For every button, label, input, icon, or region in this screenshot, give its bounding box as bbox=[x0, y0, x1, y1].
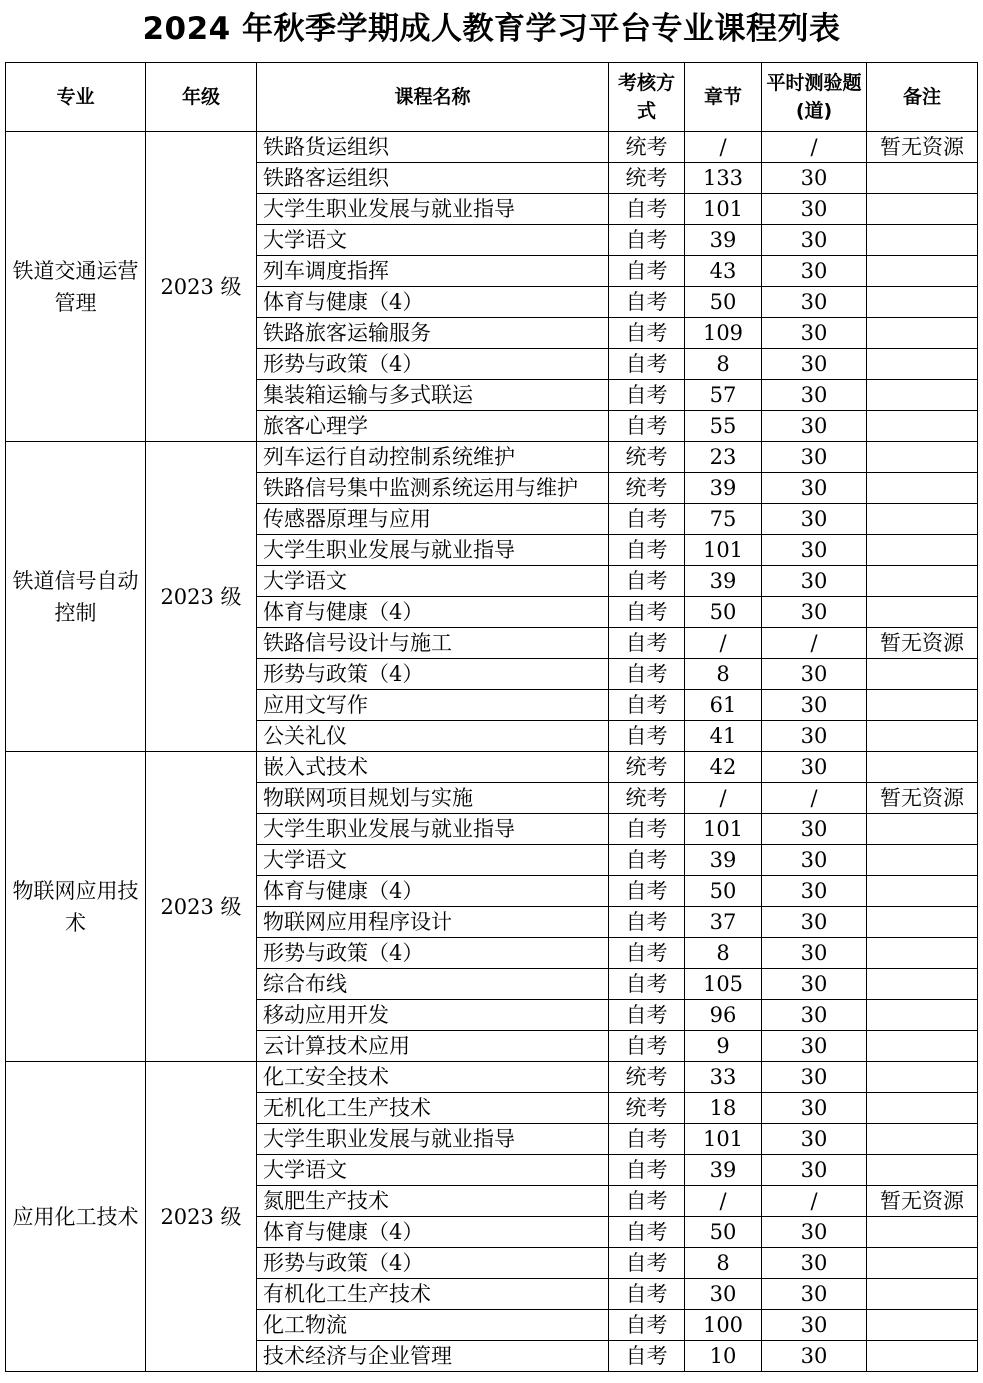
course-name-cell: 铁路信号设计与施工 bbox=[257, 628, 609, 659]
note-cell: 暂无资源 bbox=[867, 783, 978, 814]
note-cell bbox=[867, 1310, 978, 1341]
exam-type-cell: 自考 bbox=[609, 1155, 685, 1186]
chapters-cell: 8 bbox=[685, 1248, 762, 1279]
quiz-count-cell: 30 bbox=[762, 194, 867, 225]
course-name-cell: 大学生职业发展与就业指导 bbox=[257, 1124, 609, 1155]
course-name-cell: 形势与政策（4） bbox=[257, 349, 609, 380]
chapters-cell: 57 bbox=[685, 380, 762, 411]
chapters-cell: 39 bbox=[685, 1155, 762, 1186]
note-cell bbox=[867, 225, 978, 256]
course-name-cell: 大学生职业发展与就业指导 bbox=[257, 194, 609, 225]
note-cell bbox=[867, 442, 978, 473]
note-cell bbox=[867, 1341, 978, 1372]
quiz-count-cell: / bbox=[762, 132, 867, 163]
quiz-count-cell: 30 bbox=[762, 504, 867, 535]
course-name-cell: 体育与健康（4） bbox=[257, 287, 609, 318]
chapters-cell: 50 bbox=[685, 287, 762, 318]
quiz-count-cell: 30 bbox=[762, 349, 867, 380]
note-cell: 暂无资源 bbox=[867, 1186, 978, 1217]
course-name-cell: 移动应用开发 bbox=[257, 1000, 609, 1031]
course-name-cell: 铁路客运组织 bbox=[257, 163, 609, 194]
quiz-count-cell: 30 bbox=[762, 256, 867, 287]
exam-type-cell: 自考 bbox=[609, 721, 685, 752]
chapters-cell: 50 bbox=[685, 1217, 762, 1248]
exam-type-cell: 统考 bbox=[609, 1062, 685, 1093]
course-name-cell: 集装箱运输与多式联运 bbox=[257, 380, 609, 411]
note-cell bbox=[867, 969, 978, 1000]
chapters-cell: / bbox=[685, 1186, 762, 1217]
quiz-count-cell: 30 bbox=[762, 1062, 867, 1093]
chapters-cell: 42 bbox=[685, 752, 762, 783]
major-cell: 铁道交通运营管理 bbox=[6, 132, 146, 442]
chapters-cell: / bbox=[685, 132, 762, 163]
table-body bbox=[6, 132, 978, 1372]
note-cell bbox=[867, 845, 978, 876]
note-cell bbox=[867, 1217, 978, 1248]
exam-type-cell: 自考 bbox=[609, 876, 685, 907]
quiz-count-cell: / bbox=[762, 628, 867, 659]
chapters-cell: 96 bbox=[685, 1000, 762, 1031]
header-quiz: 平时测验题(道) bbox=[762, 63, 867, 132]
chapters-cell: 8 bbox=[685, 938, 762, 969]
course-name-cell: 体育与健康（4） bbox=[257, 876, 609, 907]
major-cell: 物联网应用技术 bbox=[6, 752, 146, 1062]
exam-type-cell: 自考 bbox=[609, 907, 685, 938]
quiz-count-cell: / bbox=[762, 783, 867, 814]
chapters-cell: 101 bbox=[685, 194, 762, 225]
course-name-cell: 形势与政策（4） bbox=[257, 1248, 609, 1279]
exam-type-cell: 自考 bbox=[609, 287, 685, 318]
exam-type-cell: 自考 bbox=[609, 690, 685, 721]
quiz-count-cell: 30 bbox=[762, 535, 867, 566]
course-name-cell: 体育与健康（4） bbox=[257, 1217, 609, 1248]
exam-type-cell: 自考 bbox=[609, 1186, 685, 1217]
course-name-cell: 物联网应用程序设计 bbox=[257, 907, 609, 938]
table-row bbox=[6, 1062, 978, 1093]
chapters-cell: 75 bbox=[685, 504, 762, 535]
chapters-cell: 23 bbox=[685, 442, 762, 473]
grade-cell: 2023 级 bbox=[146, 1062, 257, 1372]
note-cell bbox=[867, 1062, 978, 1093]
exam-type-cell: 自考 bbox=[609, 1341, 685, 1372]
note-cell bbox=[867, 473, 978, 504]
header-note: 备注 bbox=[867, 63, 978, 132]
chapters-cell: 50 bbox=[685, 597, 762, 628]
quiz-count-cell: 30 bbox=[762, 597, 867, 628]
header-major: 专业 bbox=[6, 63, 146, 132]
header-grade: 年级 bbox=[146, 63, 257, 132]
quiz-count-cell: 30 bbox=[762, 845, 867, 876]
quiz-count-cell: 30 bbox=[762, 566, 867, 597]
chapters-cell: 105 bbox=[685, 969, 762, 1000]
course-name-cell: 形势与政策（4） bbox=[257, 659, 609, 690]
note-cell bbox=[867, 349, 978, 380]
exam-type-cell: 统考 bbox=[609, 752, 685, 783]
quiz-count-cell: 30 bbox=[762, 907, 867, 938]
note-cell bbox=[867, 411, 978, 442]
chapters-cell: 133 bbox=[685, 163, 762, 194]
quiz-count-cell: 30 bbox=[762, 938, 867, 969]
course-name-cell: 大学生职业发展与就业指导 bbox=[257, 814, 609, 845]
exam-type-cell: 自考 bbox=[609, 1248, 685, 1279]
exam-type-cell: 自考 bbox=[609, 1124, 685, 1155]
note-cell: 暂无资源 bbox=[867, 628, 978, 659]
course-name-cell: 技术经济与企业管理 bbox=[257, 1341, 609, 1372]
chapters-cell: 109 bbox=[685, 318, 762, 349]
quiz-count-cell: 30 bbox=[762, 1155, 867, 1186]
chapters-cell: 8 bbox=[685, 659, 762, 690]
exam-type-cell: 自考 bbox=[609, 411, 685, 442]
chapters-cell: 18 bbox=[685, 1093, 762, 1124]
quiz-count-cell: 30 bbox=[762, 380, 867, 411]
course-name-cell: 应用文写作 bbox=[257, 690, 609, 721]
exam-type-cell: 自考 bbox=[609, 504, 685, 535]
quiz-count-cell: 30 bbox=[762, 1093, 867, 1124]
exam-type-cell: 自考 bbox=[609, 1031, 685, 1062]
quiz-count-cell: 30 bbox=[762, 969, 867, 1000]
exam-type-cell: 自考 bbox=[609, 256, 685, 287]
major-cell: 应用化工技术 bbox=[6, 1062, 146, 1372]
quiz-count-cell: 30 bbox=[762, 473, 867, 504]
chapters-cell: 33 bbox=[685, 1062, 762, 1093]
exam-type-cell: 自考 bbox=[609, 380, 685, 411]
note-cell bbox=[867, 566, 978, 597]
course-name-cell: 列车运行自动控制系统维护 bbox=[257, 442, 609, 473]
note-cell bbox=[867, 597, 978, 628]
note-cell bbox=[867, 1031, 978, 1062]
course-name-cell: 大学语文 bbox=[257, 1155, 609, 1186]
quiz-count-cell: 30 bbox=[762, 876, 867, 907]
chapters-cell: / bbox=[685, 628, 762, 659]
course-name-cell: 铁路货运组织 bbox=[257, 132, 609, 163]
chapters-cell: 39 bbox=[685, 566, 762, 597]
grade-cell: 2023 级 bbox=[146, 132, 257, 442]
note-cell bbox=[867, 938, 978, 969]
course-name-cell: 物联网项目规划与实施 bbox=[257, 783, 609, 814]
quiz-count-cell: 30 bbox=[762, 1217, 867, 1248]
quiz-count-cell: / bbox=[762, 1186, 867, 1217]
chapters-cell: 10 bbox=[685, 1341, 762, 1372]
quiz-count-cell: 30 bbox=[762, 1341, 867, 1372]
course-name-cell: 有机化工生产技术 bbox=[257, 1279, 609, 1310]
chapters-cell: 100 bbox=[685, 1310, 762, 1341]
chapters-cell: 39 bbox=[685, 845, 762, 876]
note-cell bbox=[867, 1279, 978, 1310]
exam-type-cell: 自考 bbox=[609, 845, 685, 876]
note-cell: 暂无资源 bbox=[867, 132, 978, 163]
course-name-cell: 旅客心理学 bbox=[257, 411, 609, 442]
exam-type-cell: 自考 bbox=[609, 194, 685, 225]
quiz-count-cell: 30 bbox=[762, 1310, 867, 1341]
quiz-count-cell: 30 bbox=[762, 690, 867, 721]
chapters-cell: 55 bbox=[685, 411, 762, 442]
course-table bbox=[5, 62, 978, 1372]
exam-type-cell: 统考 bbox=[609, 163, 685, 194]
course-name-cell: 传感器原理与应用 bbox=[257, 504, 609, 535]
chapters-cell: 50 bbox=[685, 876, 762, 907]
exam-type-cell: 自考 bbox=[609, 1217, 685, 1248]
chapters-cell: / bbox=[685, 783, 762, 814]
course-name-cell: 公关礼仪 bbox=[257, 721, 609, 752]
note-cell bbox=[867, 659, 978, 690]
course-name-cell: 大学语文 bbox=[257, 225, 609, 256]
quiz-count-cell: 30 bbox=[762, 659, 867, 690]
chapters-cell: 39 bbox=[685, 473, 762, 504]
course-name-cell: 嵌入式技术 bbox=[257, 752, 609, 783]
header-course: 课程名称 bbox=[257, 63, 609, 132]
chapters-cell: 41 bbox=[685, 721, 762, 752]
exam-type-cell: 统考 bbox=[609, 783, 685, 814]
chapters-cell: 101 bbox=[685, 535, 762, 566]
note-cell bbox=[867, 1248, 978, 1279]
course-name-cell: 综合布线 bbox=[257, 969, 609, 1000]
grade-cell: 2023 级 bbox=[146, 752, 257, 1062]
chapters-cell: 9 bbox=[685, 1031, 762, 1062]
course-name-cell: 大学语文 bbox=[257, 845, 609, 876]
course-name-cell: 形势与政策（4） bbox=[257, 938, 609, 969]
table-row bbox=[6, 442, 978, 473]
header-exam: 考核方式 bbox=[609, 63, 685, 132]
quiz-count-cell: 30 bbox=[762, 163, 867, 194]
course-name-cell: 体育与健康（4） bbox=[257, 597, 609, 628]
course-name-cell: 大学生职业发展与就业指导 bbox=[257, 535, 609, 566]
course-name-cell: 铁路信号集中监测系统运用与维护 bbox=[257, 473, 609, 504]
note-cell bbox=[867, 1000, 978, 1031]
table-row bbox=[6, 132, 978, 163]
note-cell bbox=[867, 752, 978, 783]
exam-type-cell: 自考 bbox=[609, 659, 685, 690]
note-cell bbox=[867, 256, 978, 287]
exam-type-cell: 统考 bbox=[609, 442, 685, 473]
grade-cell: 2023 级 bbox=[146, 442, 257, 752]
quiz-count-cell: 30 bbox=[762, 752, 867, 783]
quiz-count-cell: 30 bbox=[762, 411, 867, 442]
note-cell bbox=[867, 907, 978, 938]
note-cell bbox=[867, 814, 978, 845]
note-cell bbox=[867, 876, 978, 907]
exam-type-cell: 自考 bbox=[609, 225, 685, 256]
exam-type-cell: 自考 bbox=[609, 566, 685, 597]
course-name-cell: 铁路旅客运输服务 bbox=[257, 318, 609, 349]
exam-type-cell: 自考 bbox=[609, 1279, 685, 1310]
exam-type-cell: 自考 bbox=[609, 1000, 685, 1031]
chapters-cell: 61 bbox=[685, 690, 762, 721]
note-cell bbox=[867, 318, 978, 349]
table-row bbox=[6, 752, 978, 783]
exam-type-cell: 自考 bbox=[609, 628, 685, 659]
course-name-cell: 无机化工生产技术 bbox=[257, 1093, 609, 1124]
chapters-cell: 39 bbox=[685, 225, 762, 256]
chapters-cell: 101 bbox=[685, 1124, 762, 1155]
note-cell bbox=[867, 194, 978, 225]
exam-type-cell: 统考 bbox=[609, 1093, 685, 1124]
course-name-cell: 化工安全技术 bbox=[257, 1062, 609, 1093]
note-cell bbox=[867, 380, 978, 411]
note-cell bbox=[867, 690, 978, 721]
note-cell bbox=[867, 504, 978, 535]
exam-type-cell: 自考 bbox=[609, 1310, 685, 1341]
quiz-count-cell: 30 bbox=[762, 1279, 867, 1310]
header-chapters: 章节 bbox=[685, 63, 762, 132]
exam-type-cell: 自考 bbox=[609, 535, 685, 566]
quiz-count-cell: 30 bbox=[762, 814, 867, 845]
note-cell bbox=[867, 721, 978, 752]
quiz-count-cell: 30 bbox=[762, 721, 867, 752]
chapters-cell: 8 bbox=[685, 349, 762, 380]
major-cell: 铁道信号自动控制 bbox=[6, 442, 146, 752]
note-cell bbox=[867, 287, 978, 318]
quiz-count-cell: 30 bbox=[762, 225, 867, 256]
exam-type-cell: 自考 bbox=[609, 814, 685, 845]
quiz-count-cell: 30 bbox=[762, 1124, 867, 1155]
note-cell bbox=[867, 1093, 978, 1124]
exam-type-cell: 自考 bbox=[609, 597, 685, 628]
chapters-cell: 37 bbox=[685, 907, 762, 938]
course-name-cell: 氮肥生产技术 bbox=[257, 1186, 609, 1217]
quiz-count-cell: 30 bbox=[762, 287, 867, 318]
chapters-cell: 43 bbox=[685, 256, 762, 287]
course-name-cell: 大学语文 bbox=[257, 566, 609, 597]
chapters-cell: 30 bbox=[685, 1279, 762, 1310]
quiz-count-cell: 30 bbox=[762, 1000, 867, 1031]
header-row bbox=[6, 63, 978, 132]
exam-type-cell: 自考 bbox=[609, 938, 685, 969]
page-title: 2024 年秋季学期成人教育学习平台专业课程列表 bbox=[142, 11, 841, 47]
exam-type-cell: 自考 bbox=[609, 318, 685, 349]
note-cell bbox=[867, 1124, 978, 1155]
course-name-cell: 列车调度指挥 bbox=[257, 256, 609, 287]
note-cell bbox=[867, 163, 978, 194]
exam-type-cell: 自考 bbox=[609, 969, 685, 1000]
note-cell bbox=[867, 1155, 978, 1186]
quiz-count-cell: 30 bbox=[762, 1248, 867, 1279]
exam-type-cell: 统考 bbox=[609, 473, 685, 504]
chapters-cell: 101 bbox=[685, 814, 762, 845]
course-name-cell: 云计算技术应用 bbox=[257, 1031, 609, 1062]
quiz-count-cell: 30 bbox=[762, 318, 867, 349]
exam-type-cell: 统考 bbox=[609, 132, 685, 163]
quiz-count-cell: 30 bbox=[762, 442, 867, 473]
exam-type-cell: 自考 bbox=[609, 349, 685, 380]
course-name-cell: 化工物流 bbox=[257, 1310, 609, 1341]
note-cell bbox=[867, 535, 978, 566]
quiz-count-cell: 30 bbox=[762, 1031, 867, 1062]
